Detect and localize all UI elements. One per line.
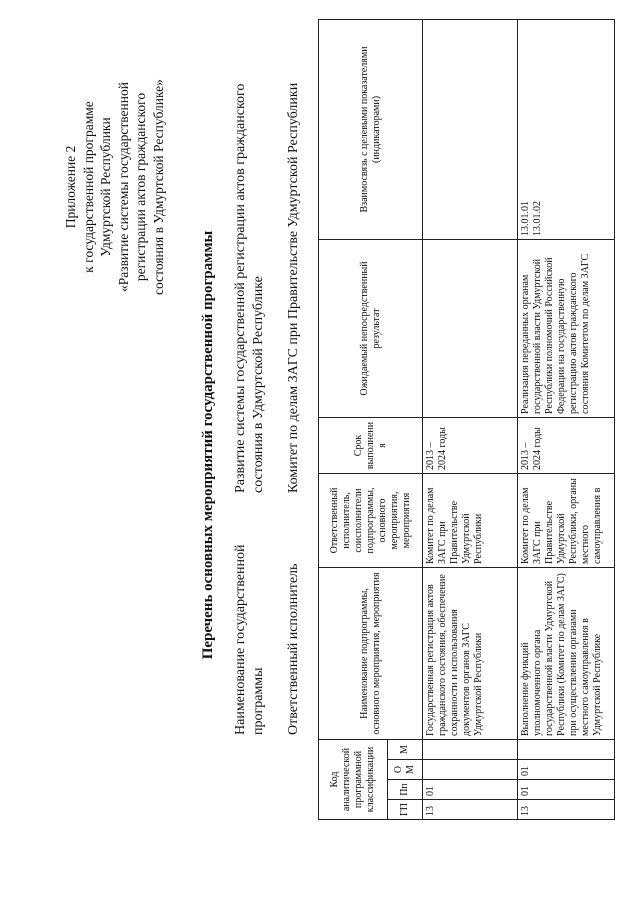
cell-gp: 13: [423, 800, 518, 820]
cell-om: 01: [518, 760, 615, 780]
cell-indicators: [423, 19, 518, 239]
header-name: Наименование подпрограммы, основного мероприятия, мероприятия: [319, 567, 423, 739]
header-gp: ГП: [388, 800, 423, 820]
cell-name: Выполнение функций уполномоченного органа государственной власти Удмуртской Республики (Комитет по делам ЗАГС) при осуществлении органами местного самоуправления в Удмуртской Республике: [518, 567, 615, 739]
cell-m: [518, 739, 615, 759]
appendix-note: [62, 37, 167, 337]
table-row: [518, 19, 615, 819]
header-term: Срок выполнения: [319, 417, 423, 473]
cell-indicators: [518, 19, 615, 239]
indicator-code: 13.01.02: [532, 200, 543, 236]
cell-pp: 01: [518, 780, 615, 800]
header-indicators: Взаимосвязь с целевыми показателями (индикаторами): [319, 19, 423, 239]
executor-label: Ответственный исполнитель: [286, 563, 301, 735]
executor-value: Комитет по делам ЗАГС при Правительстве Удмуртской Республики: [286, 82, 301, 493]
table-row: [423, 19, 518, 819]
appendix-line: «Развитие системы государственной: [115, 82, 131, 292]
cell-name: Государственная регистрация актов гражданского состояния, обеспечение сохранности и использования документов органов ЗАГС Удмуртской Республики: [423, 567, 518, 739]
cell-result: Реализация переданных органам государственной власти Удмуртской Республики полномочий Российской Федерации на государственную регистрацию актов гражданского состояния Комитетом по делам ЗАГС: [518, 239, 615, 417]
activities-table: [318, 19, 615, 820]
appendix-line: Удмуртской Республики: [98, 117, 113, 257]
indicator-code: 13.01.01: [520, 200, 531, 236]
header-responsible: Ответственный исполнитель, соисполнители подпрограммы, основного мероприятия, мероприятия: [319, 473, 423, 567]
appendix-line: регистрации актов гражданского: [133, 92, 148, 282]
cell-om: [423, 760, 518, 780]
document-title: Перечень основных мероприятий государственной программы: [200, 230, 216, 660]
cell-result: [423, 239, 518, 417]
appendix-line: состояния в Удмуртской Республике»: [150, 79, 166, 295]
cell-term: 2013 – 2024 годы: [423, 417, 518, 473]
appendix-line: Приложение 2: [63, 145, 78, 229]
cell-pp: 01: [423, 780, 518, 800]
cell-responsible: Комитет по делам ЗАГС при Правительстве Удмуртской Республики: [423, 473, 518, 567]
appendix-line: к государственной программе: [80, 101, 96, 273]
cell-term: 2013 – 2024 годы: [518, 417, 615, 473]
header-om: ОМ: [388, 760, 423, 780]
cell-m: [423, 739, 518, 759]
program-value: Развитие системы государственной регистрации актов гражданского состояния в Удмуртской Республике: [233, 83, 266, 493]
header-code-group: Код аналитической программной классификации: [319, 739, 388, 819]
cell-gp: 13: [518, 800, 615, 820]
header-pp: Пп: [388, 780, 423, 800]
header-m: М: [388, 739, 423, 759]
header-result: Ожидаемый непосредственный результат: [319, 239, 423, 417]
program-label: Наименование государственной программы: [233, 544, 266, 735]
cell-responsible: Комитет по делам ЗАГС при Правительстве Удмуртской Республики, органы местного самоуправления в: [518, 473, 615, 567]
